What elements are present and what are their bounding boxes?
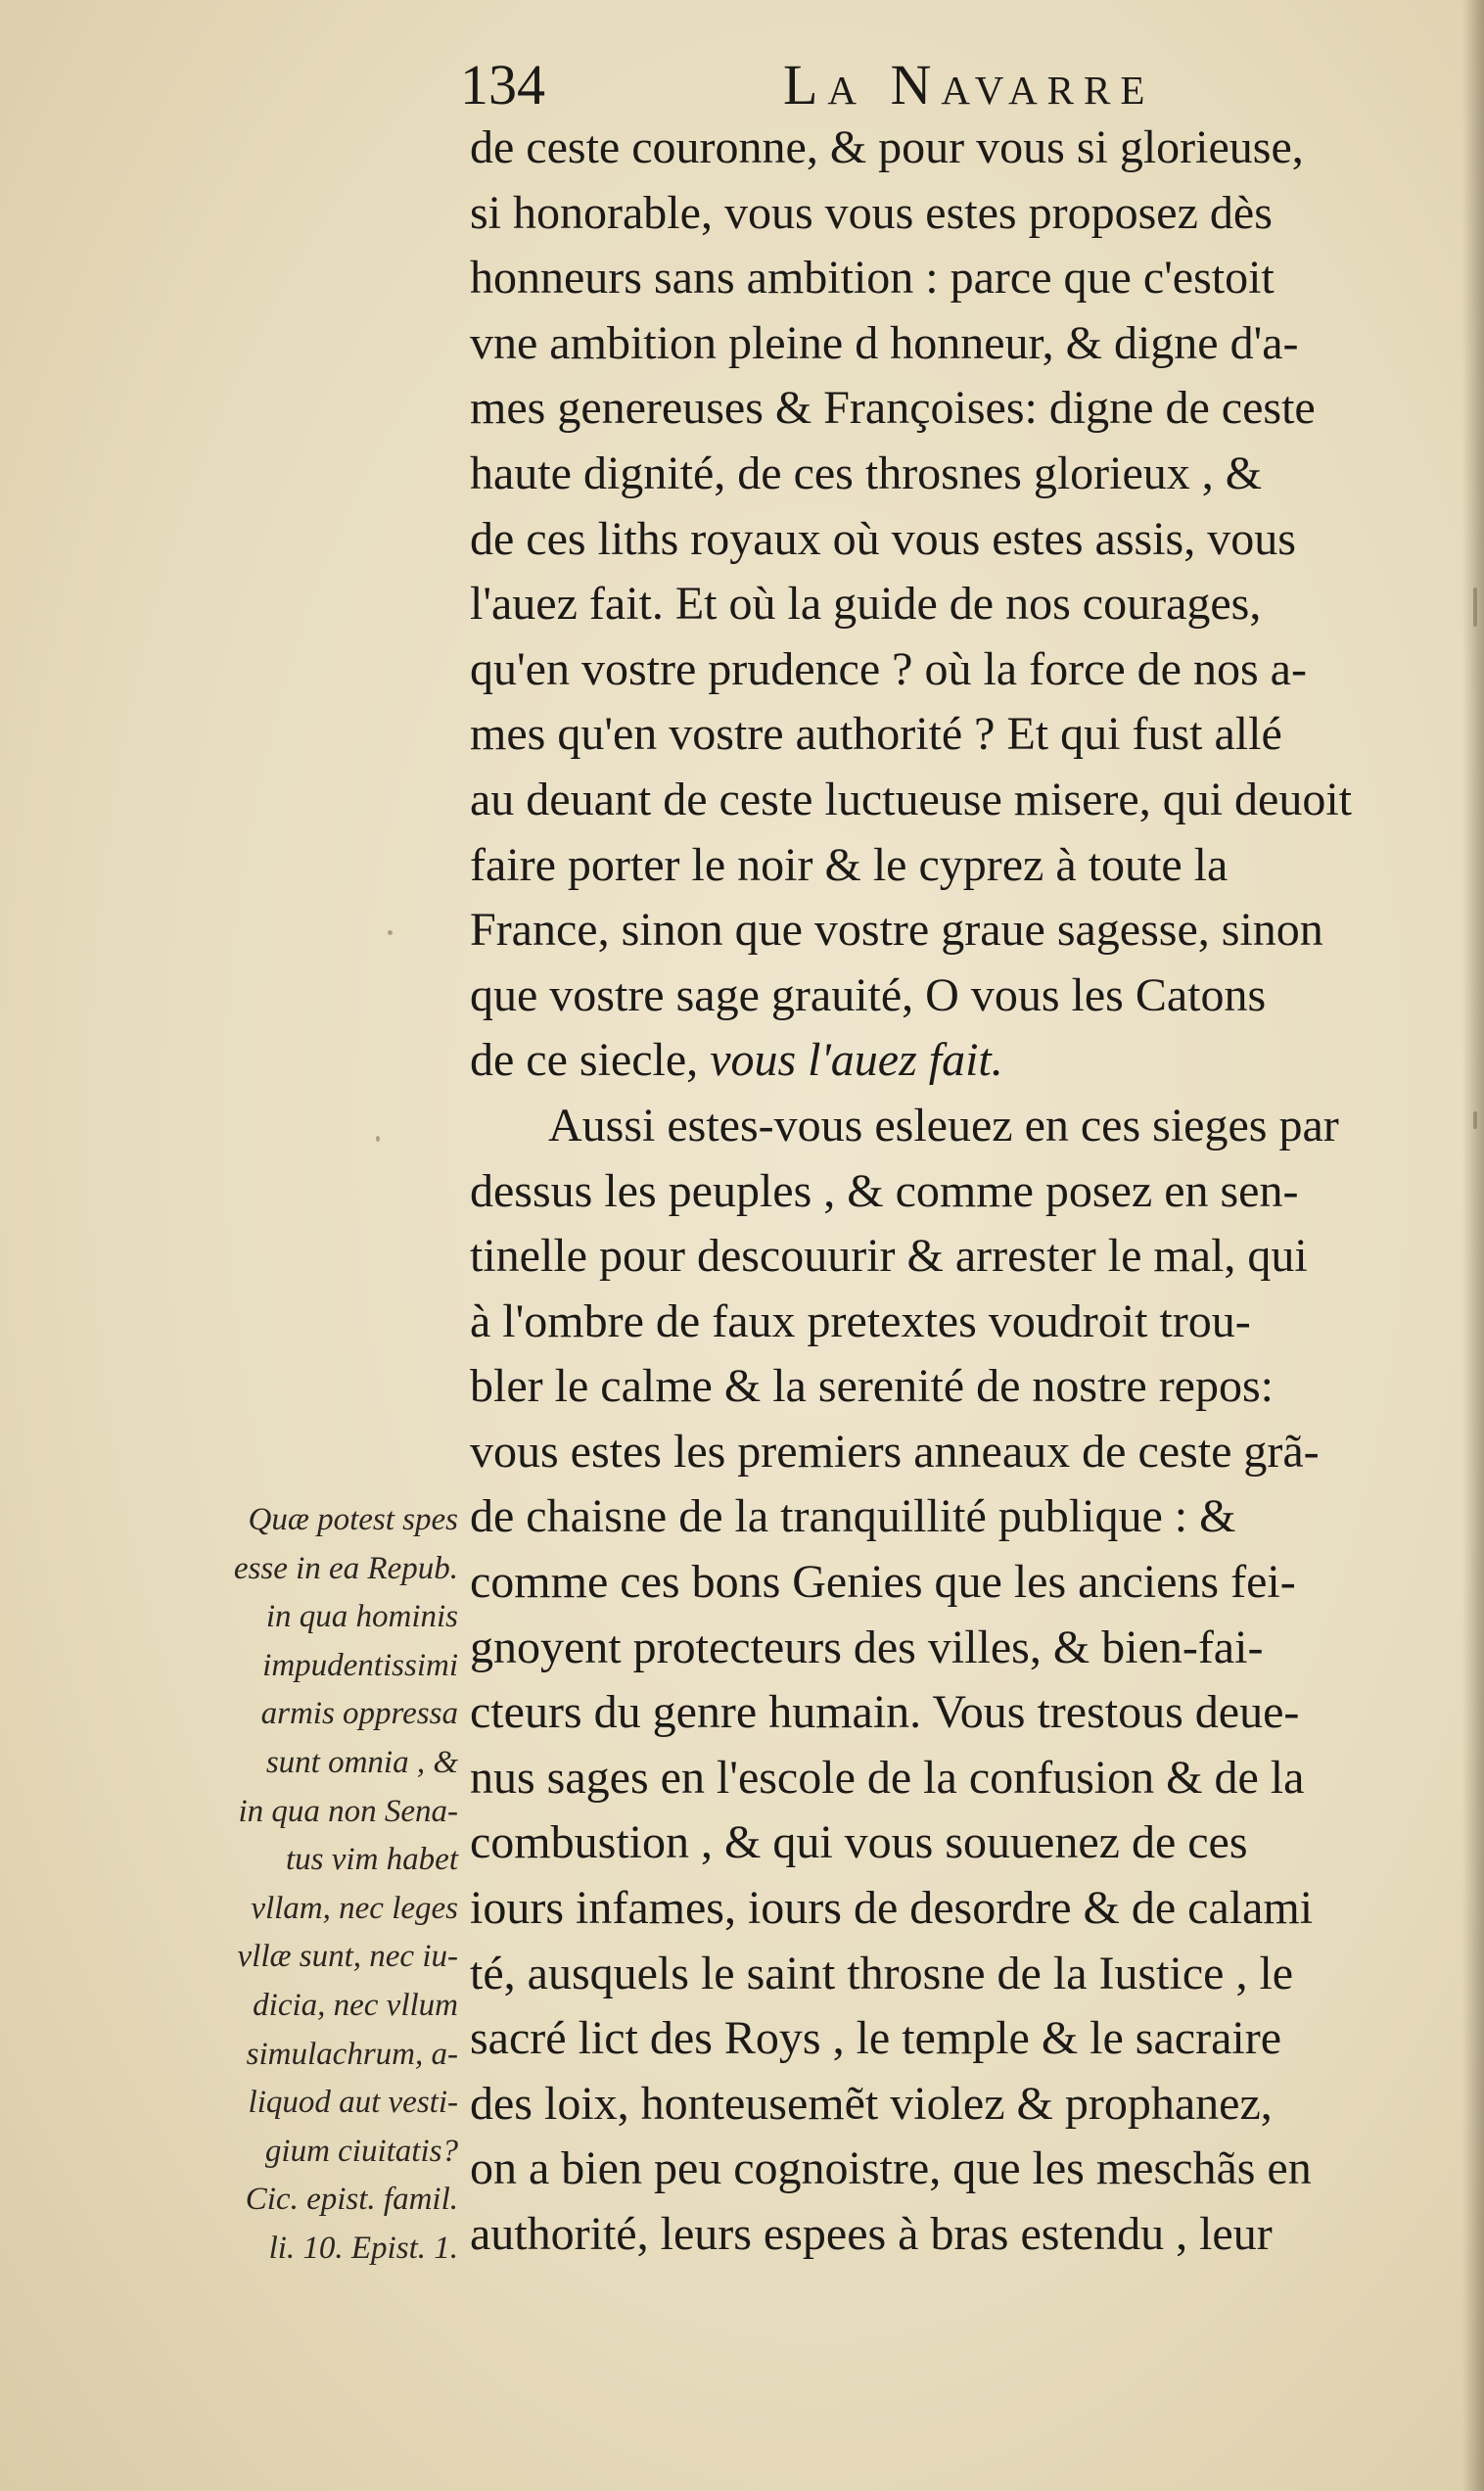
margin-line: tus vim habet [286,1842,458,1878]
margin-line: esse in ea Repub. [233,1550,458,1586]
paper-speck [1473,1111,1477,1129]
paper-speck [376,1136,380,1142]
text-line: vous estes les premiers anneaux de ceste grã- [470,1425,1320,1478]
text-line: iours infames, iours de desordre & de calami [470,1882,1314,1935]
text-line: authorité, leurs espees à bras estendu , leur [470,2208,1273,2260]
italic-refrain: vous l'auez fait. [710,1034,1003,1087]
margin-line: Cic. epist. famil. [245,2182,458,2218]
text-line-plain: de ce siecle, [470,1034,711,1087]
margin-line: liquod aut vesti- [248,2085,458,2121]
text-line: au deuant de ceste luctueuse misere, qui deuoit [470,773,1353,825]
text-line: on a bien peu cognoistre, que les meschãs en [470,2142,1312,2195]
margin-line: vllam, nec leges [251,1890,458,1926]
margin-line: dicia, nec vllum [253,1987,458,2023]
text-line: haute dignité, de ces throsnes glorieux , & [470,446,1263,499]
text-line: cteurs du genre humain. Vous trestous deue- [470,1686,1300,1739]
text-line: si honorable, vous vous estes proposez dès [470,186,1273,239]
text-line: qu'en vostre prudence ? où la force de nos a- [470,642,1307,695]
text-line: à l'ombre de faux pretextes voudroit trou- [470,1294,1251,1347]
paragraph-start-line: Aussi estes-vous esleuez en ces sieges par [548,1099,1339,1152]
text-line: mes genereuses & Françoises: digne de ceste [470,382,1316,435]
text-line: sacré lict des Roys , le temple & le sacraire [470,2012,1282,2065]
text-line: dessus les peuples , & comme posez en sen- [470,1164,1299,1217]
text-line: té, ausquels le saint throsne de la Iustice , le [470,1947,1294,1999]
margin-line: in qua non Sena- [238,1793,458,1829]
margin-line: simulachrum, a- [246,2036,458,2072]
text-line: tinelle pour descouurir & arrester le mal, qui [470,1230,1308,1283]
text-line: de ces liths royaux où vous estes assis, vous [470,512,1296,565]
text-line: de ceste couronne, & pour vous si glorieuse, [470,121,1304,173]
margin-line: in qua hominis [265,1599,458,1635]
text-line: France, sinon que vostre graue sagesse, sinon [470,904,1323,957]
text-line: gnoyent protecteurs des villes, & bien-fai- [470,1621,1264,1673]
text-line: combustion , & qui vous souuenez de ces [470,1816,1248,1869]
page-number: 134 [460,53,545,117]
text-line: que vostre sage grauité, O vous les Catons [470,968,1267,1021]
text-line: mes qu'en vostre authorité ? Et qui fust allé [470,708,1282,761]
paper-speck [1473,588,1477,627]
text-line-paragraph-end [470,1028,1484,1094]
running-head [460,51,1263,119]
margin-line: gium ciuitatis? [264,2133,458,2169]
text-line: honneurs sans ambition : parce que c'estoit [470,252,1275,305]
text-line: vne ambition pleine d honneur, & digne d'a- [470,316,1299,369]
text-line: faire porter le noir & le cyprez à toute la [470,838,1229,891]
running-title: La Navarre [783,53,1155,117]
main-text-block [470,116,1484,2268]
text-line: l'auez fait. Et où la guide de nos courages, [470,578,1262,631]
margin-line: sunt omnia , & [265,1744,458,1780]
margin-line: armis oppressa [260,1696,458,1732]
paper-speck [388,930,393,935]
margin-line: Quæ potest spes [248,1502,458,1537]
text-line: comme ces bons Genies que les anciens fei- [470,1556,1296,1609]
text-line: des loix, honteusemẽt violez & prophanez, [470,2077,1273,2130]
text-line: de chaisne de la tranquillité publique : & [470,1490,1236,1543]
margin-line: vllæ sunt, nec iu- [237,1939,458,1975]
text-line: nus sages en l'escole de la confusion & de la [470,1751,1305,1804]
marginal-citation [164,1496,458,2274]
text-line: bler le calme & la serenité de nostre repos: [470,1360,1274,1413]
margin-line: li. 10. Epist. 1. [268,2230,458,2266]
margin-line: impudentissimi [262,1647,458,1683]
